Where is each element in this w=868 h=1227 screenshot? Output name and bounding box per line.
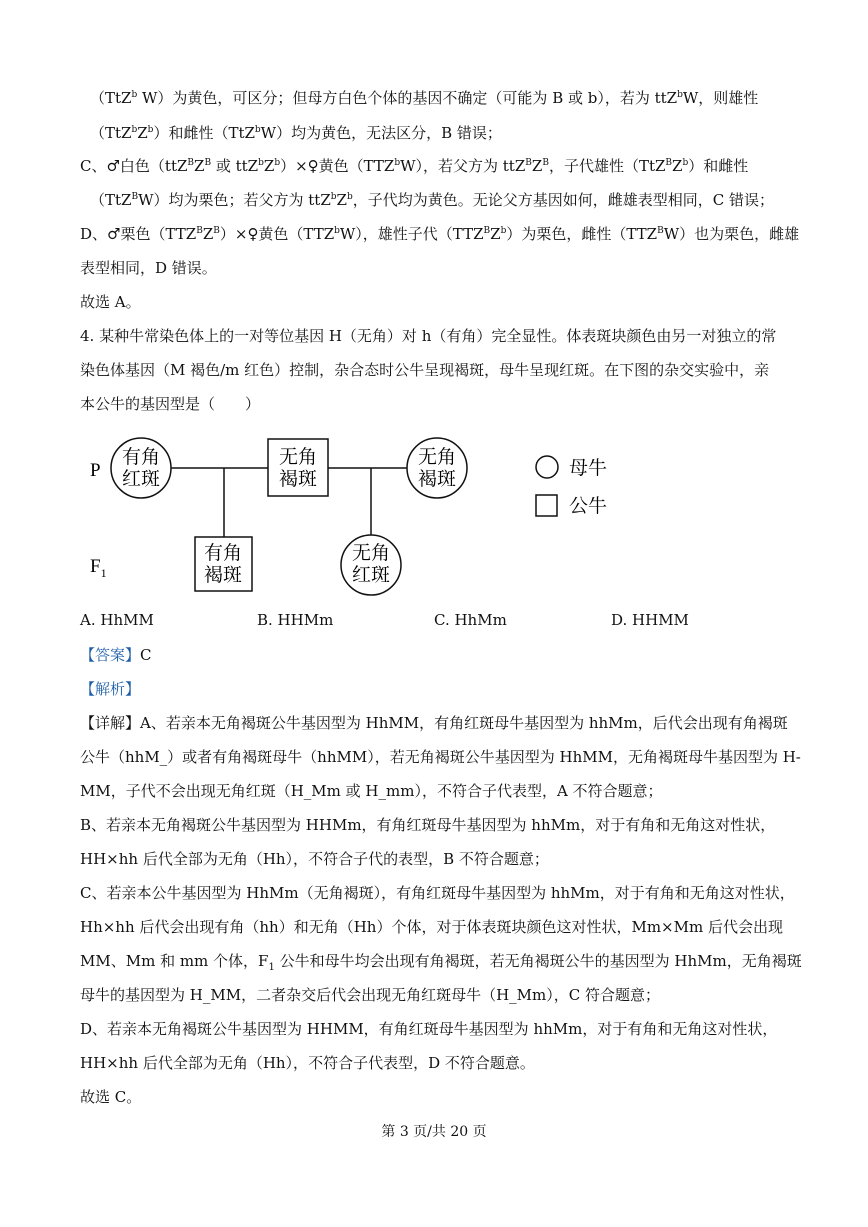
detail-line: D、若亲本无角褐斑公牛基因型为 HHMM，有角红斑母牛基因型为 hhMm，对于有角和无角这对性状， xyxy=(80,1020,778,1038)
svg-text:无角: 无角 xyxy=(278,446,318,468)
answer-value: C xyxy=(140,646,152,664)
svg-text:无角: 无角 xyxy=(417,446,457,468)
text-line: 故选 A。 xyxy=(80,293,141,311)
text-line: （TtZ$^B$W）均为栗色；若父方为 $ttZ^bZ^b$，子代均为黄色。无论父方基因如何，雌雄表型相同，C 错误； xyxy=(90,191,774,209)
detail-line: MM，子代不会出现无角红斑（H_Mm 或 H_mm），不符合子代表型，A 不符合题意； xyxy=(80,782,663,800)
legend-female-label: 母牛 xyxy=(569,457,608,479)
text-line: （TtZ$^b$ W）为黄色，可区分；但母方白色个体的基因不确定（可能为 B 或 b），若为 ttZ$^b$W，则雄性 xyxy=(90,89,759,107)
option-a[interactable]: A. HhMM xyxy=(80,611,154,629)
detail-line: 故选 C。 xyxy=(80,1088,142,1106)
detail-line: HH×hh 后代全部为无角（Hh），不符合子代的表型，B 不符合题意； xyxy=(80,850,549,868)
text-line: C、♂白色（$ttZ^BZ^B$ 或 $ttZ^bZ^b)\times♀$黄色（TTZ$^b$W），若父方为 $ttZ^BZ^B$，子代雄性$(TtZ^BZ^b)$和雌性 xyxy=(80,157,749,175)
svg-text:红斑: 红斑 xyxy=(121,468,161,490)
detail-line: C、若亲本公牛基因型为 HhMm（无角褐斑），有角红斑母牛基因型为 hhMm，对于有角和无角这对性状， xyxy=(80,884,795,902)
option-b[interactable]: B. HHMm xyxy=(257,611,334,629)
svg-text:有角: 有角 xyxy=(203,542,243,564)
p-female-horned-red xyxy=(111,438,171,498)
svg-text:褐斑: 褐斑 xyxy=(278,468,318,490)
question-text: 4. 某种牛常染色体上的一对等位基因 H（无角）对 h（有角）完全显性。体表斑块颜色由另一对独立的常 xyxy=(80,327,777,345)
text-line: D、♂栗色$(TTZ^BZ^B)\times♀$黄色（TTZ$^b$W），雄性子代$(TTZ^BZ^b)$为栗色，雌性$(TTZ^BW)$也为栗色，雌雄 xyxy=(80,225,800,243)
detail-line: 【详解】A、若亲本无角褐斑公牛基因型为 HhMM，有角红斑母牛基因型为 hhMm，后代会出现有角褐斑 xyxy=(80,714,788,732)
legend-male-label: 公牛 xyxy=(569,495,608,517)
legend-square-icon xyxy=(536,495,557,516)
svg-text:无角: 无角 xyxy=(351,542,391,564)
page-footer: 第 3 页/共 20 页 xyxy=(381,1124,487,1140)
legend xyxy=(536,456,607,517)
text-line: $(TtZ^bZ^b)$和雌性（TtZ$^b$W）均为黄色，无法区分，B 错误； xyxy=(90,124,502,142)
f1-male-horned-brown xyxy=(195,537,252,591)
detail-line: HH×hh 后代全部为无角（Hh），不符合子代表型，D 不符合题意。 xyxy=(80,1054,535,1072)
legend-circle-icon xyxy=(536,456,558,478)
generation-p-label: P xyxy=(90,460,101,481)
answer-tag: 【答案】 xyxy=(80,646,141,664)
detail-line: 母牛的基因型为 H_MM，二者杂交后代会出现无角红斑母牛（H_Mm），C 符合题意； xyxy=(80,986,660,1004)
p-female-polled-brown xyxy=(407,438,467,498)
question-text: 染色体基因（M 褐色/m 红色）控制，杂合态时公牛呈现褐斑，母牛呈现红斑。在下图的杂交实验中，亲 xyxy=(80,361,770,379)
svg-text:褐斑: 褐斑 xyxy=(417,468,457,490)
generation-f1-label: $F_1$ xyxy=(90,556,107,580)
answer-line xyxy=(80,645,152,665)
answer-options xyxy=(80,611,800,631)
option-d[interactable]: D. HHMM xyxy=(611,611,689,629)
analysis-tag: 【解析】 xyxy=(80,680,141,698)
question-text: 本公牛的基因型是（ ） xyxy=(80,395,261,413)
svg-text:褐斑: 褐斑 xyxy=(203,564,243,586)
detail-line: B、若亲本无角褐斑公牛基因型为 HHMm，有角红斑母牛基因型为 hhMm，对于有角和无角这对性状， xyxy=(80,816,776,834)
svg-text:红斑: 红斑 xyxy=(351,564,391,586)
f1-female-polled-red xyxy=(341,535,401,595)
detail-line: Hh×hh 后代会出现有角（hh）和无角（Hh）个体，对于体表斑块颜色这对性状，Mm×Mm 后代会出现 xyxy=(80,918,783,936)
svg-text:有角: 有角 xyxy=(121,446,161,468)
detail-line: 公牛（hhM_）或者有角褐斑母牛（hhMM），若无角褐斑公牛基因型为 HhMM，无角褐斑母牛基因型为 H- xyxy=(80,748,801,766)
p-male-polled-brown xyxy=(268,439,328,496)
detail-line: MM、Mm 和 mm 个体，$F_1$ 公牛和母牛均会出现有角褐斑，若无角褐斑公牛的基因型为 HhMm，无角褐斑 xyxy=(80,952,802,973)
text-line: 表型相同，D 错误。 xyxy=(80,259,217,277)
option-c[interactable]: C. HhMm xyxy=(434,611,507,629)
pedigree-diagram xyxy=(80,425,640,600)
